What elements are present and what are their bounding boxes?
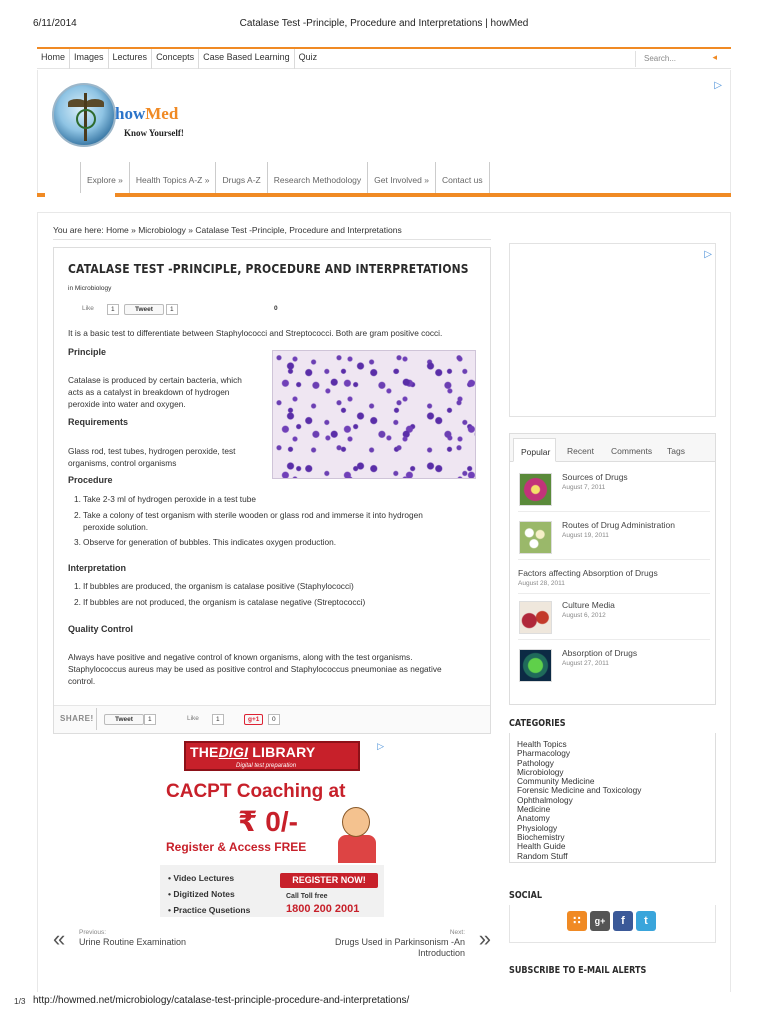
search-input[interactable]	[635, 51, 721, 67]
print-title: Catalase Test -Principle, Procedure and Interpretations | howMed	[239, 18, 529, 29]
next-title-line-1: Drugs Used in Parkinsonism -An	[334, 937, 465, 947]
category-link[interactable]: Forensic Medicine and Toxicology	[517, 785, 642, 796]
logo-subtitle: Digital test preparation	[236, 763, 297, 769]
tab-recent[interactable]: Recent	[567, 446, 594, 456]
list-item	[74, 536, 423, 548]
principle-heading: Principle	[68, 347, 107, 357]
category-link[interactable]: Pathology	[517, 757, 554, 768]
interpretation-number: 2.	[74, 597, 81, 607]
topnav-concepts[interactable]: Concepts	[152, 49, 199, 69]
article-category[interactable]: in Microbiology	[68, 285, 112, 292]
brand-name[interactable]	[115, 104, 178, 124]
feature-item: • Practice Qusetions	[168, 905, 251, 915]
procedure-text-cont: peroxide solution.	[83, 522, 149, 532]
logo-text	[190, 744, 315, 760]
popular-title[interactable]: Routes of Drug Administration	[562, 520, 675, 530]
category-link[interactable]: Physiology	[517, 822, 558, 833]
requirements-heading: Requirements	[68, 417, 129, 427]
ad-headline: CACPT Coaching at	[166, 781, 346, 802]
breadcrumb[interactable]: You are here: Home » Microbiology » Catalase Test -Principle, Procedure and Interpretations	[53, 225, 402, 235]
social-icons	[567, 911, 656, 933]
pills-thumbnail[interactable]	[519, 521, 552, 554]
page-title: CATALASE TEST -PRINCIPLE, PROCEDURE AND INTERPRETATIONS	[68, 261, 469, 276]
prev-post-link[interactable]: Urine Routine Examination	[79, 937, 187, 947]
procedure-number: 1.	[74, 494, 81, 504]
procedure-number: 2.	[74, 510, 81, 520]
share-row-top	[82, 304, 342, 316]
widget-tabs	[510, 434, 715, 462]
print-date: 6/11/2014	[33, 18, 77, 29]
tab-popular[interactable]: Popular	[513, 438, 556, 462]
logo-snake	[76, 109, 96, 129]
mainnav-health-topics[interactable]: Health Topics A-Z »	[129, 162, 216, 196]
procedure-heading: Procedure	[68, 475, 113, 485]
mainnav-contact[interactable]: Contact us	[435, 162, 490, 196]
register-now-button[interactable]: REGISTER NOW!	[280, 873, 378, 888]
list-item[interactable]	[518, 518, 710, 560]
gplus-count-bottom: 0	[268, 714, 280, 725]
procedure-text: Observe for generation of bubbles. This indicates oxygen production.	[83, 537, 337, 547]
logo-digi: DIGI	[218, 744, 249, 760]
principle-line-2: acts as a catalyst in breakdown of hydrogen	[68, 387, 230, 397]
cartoon-teacher-icon	[334, 805, 380, 863]
print-page-number: 1/3	[14, 996, 26, 1006]
next-title-line-2: Introduction	[417, 948, 465, 958]
category-link[interactable]: Microbiology	[517, 766, 564, 777]
topnav-lectures[interactable]: Lectures	[109, 49, 153, 69]
like-label[interactable]: Like	[82, 305, 94, 312]
share-bar	[54, 705, 490, 733]
tweet-button-bottom[interactable]: Tweet	[104, 714, 144, 725]
like-count-bottom: 1	[212, 714, 224, 725]
breadcrumb-divider	[53, 239, 491, 240]
interpretation-text: If bubbles are not produced, the organism is catalase negative (Streptococci)	[83, 597, 366, 607]
mainnav-drugs[interactable]: Drugs A-Z	[215, 162, 266, 196]
ad-price: ₹ 0/-	[238, 806, 298, 837]
category-link[interactable]: Community Medicine	[517, 776, 595, 787]
next-post-link[interactable]	[305, 937, 465, 959]
quality-control-heading: Quality Control	[68, 624, 133, 634]
topnav-case-based-learning[interactable]: Case Based Learning	[199, 49, 295, 69]
list-item[interactable]	[518, 470, 710, 512]
list-item[interactable]	[518, 598, 710, 640]
like-count: 1	[107, 304, 119, 315]
list-item[interactable]	[518, 566, 710, 594]
search-placeholder: Search...	[644, 54, 677, 63]
brand-how: how	[115, 104, 146, 123]
header-accent-gap	[45, 193, 115, 197]
subscribe-heading: SUBSCRIBE TO E-MAIL ALERTS	[509, 965, 647, 976]
gplus-count: 0	[274, 305, 278, 312]
ad-register-text: Register & Access FREE	[166, 840, 307, 854]
popular-widget	[509, 433, 716, 705]
feature-item: • Digitized Notes	[168, 889, 235, 899]
interpretation-list	[74, 580, 365, 608]
interpretation-heading: Interpretation	[68, 563, 127, 573]
rss-icon[interactable]: ∷	[567, 911, 587, 931]
category-link[interactable]: Medicine	[517, 804, 551, 815]
flower-thumbnail[interactable]	[519, 473, 552, 506]
like-label-bottom[interactable]: Like	[187, 715, 199, 722]
logo-library: LIBRARY	[252, 744, 316, 760]
mainnav-get-involved[interactable]: Get Involved »	[367, 162, 435, 196]
adchoices-icon-sidebar[interactable]: ▷	[704, 249, 712, 260]
virus-thumbnail[interactable]	[519, 649, 552, 682]
search-arrow-icon[interactable]: ◂	[712, 52, 717, 62]
categories-box	[509, 733, 716, 863]
topnav-home[interactable]: Home	[37, 49, 70, 69]
adchoices-icon[interactable]: ▷	[714, 80, 722, 91]
ad-banner[interactable]	[160, 741, 384, 917]
mainnav-research-methodology[interactable]: Research Methodology	[267, 162, 367, 196]
tab-comments[interactable]: Comments	[611, 446, 653, 456]
prev-label: Previous:	[79, 929, 107, 936]
ad-phone[interactable]: 1800 200 2001	[286, 903, 360, 915]
popular-date: August 27, 2011	[562, 660, 609, 667]
share-label: SHARE!	[60, 714, 94, 723]
social-box	[509, 905, 716, 943]
call-toll-free: Call Toll free	[286, 893, 328, 900]
facebook-icon[interactable]: f	[613, 911, 633, 931]
social-heading: SOCIAL	[509, 890, 543, 901]
list-item	[74, 493, 423, 505]
sidebar-ad[interactable]	[509, 243, 716, 417]
procedure-number: 3.	[74, 537, 81, 547]
category-link[interactable]: Biochemistry	[517, 831, 565, 842]
topnav-quiz[interactable]: Quiz	[298, 52, 318, 62]
top-nav-bar	[37, 47, 731, 69]
qc-line-2: Staphylococcus aureus may be used as positive control and Staphylococcus pneumoniae as negative	[68, 664, 442, 674]
category-link[interactable]: Health Guide	[517, 841, 566, 852]
gplus-button[interactable]: g+1	[244, 714, 263, 725]
petri-dish-thumbnail[interactable]	[519, 601, 552, 634]
popular-title[interactable]: Absorption of Drugs	[562, 648, 638, 658]
categories-list	[517, 740, 641, 861]
caduceus-logo-icon[interactable]	[52, 83, 116, 147]
categories-heading: CATEGORIES	[509, 718, 566, 729]
category-link[interactable]: Random Stuff	[517, 850, 568, 861]
prev-arrow-icon[interactable]: «	[53, 926, 66, 951]
micrograph-image[interactable]	[272, 350, 476, 479]
article	[53, 247, 491, 734]
interpretation-number: 1.	[74, 581, 81, 591]
next-arrow-icon[interactable]: »	[478, 926, 491, 951]
popular-title[interactable]: Factors affecting Absorption of Drugs	[518, 568, 658, 578]
digi-library-logo	[184, 741, 360, 771]
share-divider	[96, 708, 97, 730]
principle-line-1: Catalase is produced by certain bacteria, which	[68, 375, 242, 385]
list-item	[74, 580, 365, 592]
popular-date: August 19, 2011	[562, 532, 609, 539]
list-item	[74, 509, 423, 521]
ad-features	[160, 865, 384, 917]
tweet-button[interactable]: Tweet	[124, 304, 164, 315]
category-link[interactable]: Anatomy	[517, 813, 550, 824]
header-accent-bar	[37, 193, 731, 197]
category-link[interactable]: Pharmacology	[517, 748, 571, 759]
brand-med: Med	[145, 104, 179, 123]
top-nav	[37, 49, 321, 69]
next-label: Next:	[449, 929, 465, 936]
requirements-line-1: Glass rod, test tubes, hydrogen peroxide, test	[68, 446, 236, 456]
mainnav-explore[interactable]: Explore »	[80, 162, 129, 196]
topnav-images[interactable]: Images	[70, 49, 109, 69]
tweet-count-bottom: 1	[144, 714, 156, 725]
cartoon-body	[338, 835, 376, 863]
procedure-list	[74, 493, 423, 548]
category-link[interactable]: Ophthalmology	[517, 794, 573, 805]
feature-item: • Video Lectures	[168, 873, 235, 883]
qc-line-1: Always have positive and negative control of known organisms, along with the test organisms.	[68, 652, 413, 662]
popular-date: August 6, 2012	[562, 612, 606, 619]
ad-choice-icon[interactable]: ▷	[377, 741, 384, 751]
list-item[interactable]	[518, 646, 710, 688]
tweet-count: 1	[166, 304, 178, 315]
requirements-line-2: organisms, control organisms	[68, 458, 177, 468]
tab-tags[interactable]: Tags	[667, 446, 685, 456]
logo-the: THE	[190, 744, 219, 760]
popular-date: August 7, 2011	[562, 484, 606, 491]
principle-line-3: peroxide into water and oxygen.	[68, 399, 186, 409]
brand-tagline: Know Yourself!	[124, 128, 184, 138]
popular-title[interactable]: Culture Media	[562, 600, 615, 610]
main-nav	[80, 162, 490, 196]
logo-wing-right	[86, 99, 104, 107]
google-plus-icon[interactable]: g+	[590, 911, 610, 931]
twitter-icon[interactable]: t	[636, 911, 656, 931]
list-item	[74, 596, 365, 608]
popular-date: August 28, 2011	[518, 580, 565, 587]
site-header	[37, 70, 731, 196]
category-link[interactable]: Health Topics	[517, 739, 567, 749]
procedure-text: Take a colony of test organism with sterile wooden or glass rod and immerse it into hydrogen	[83, 510, 423, 520]
cartoon-head	[342, 807, 370, 837]
post-navigation	[53, 928, 491, 964]
popular-title[interactable]: Sources of Drugs	[562, 472, 628, 482]
procedure-text: Take 2-3 ml of hydrogen peroxide in a test tube	[83, 494, 256, 504]
intro-text: It is a basic test to differentiate between Staphylococci and Streptococci. Both are gram positive cocci.	[68, 328, 443, 338]
interpretation-text: If bubbles are produced, the organism is catalase positive (Staphylococci)	[83, 581, 354, 591]
print-url: http://howmed.net/microbiology/catalase-test-principle-procedure-and-interpretations/	[33, 995, 410, 1006]
qc-line-3: control.	[68, 676, 96, 686]
